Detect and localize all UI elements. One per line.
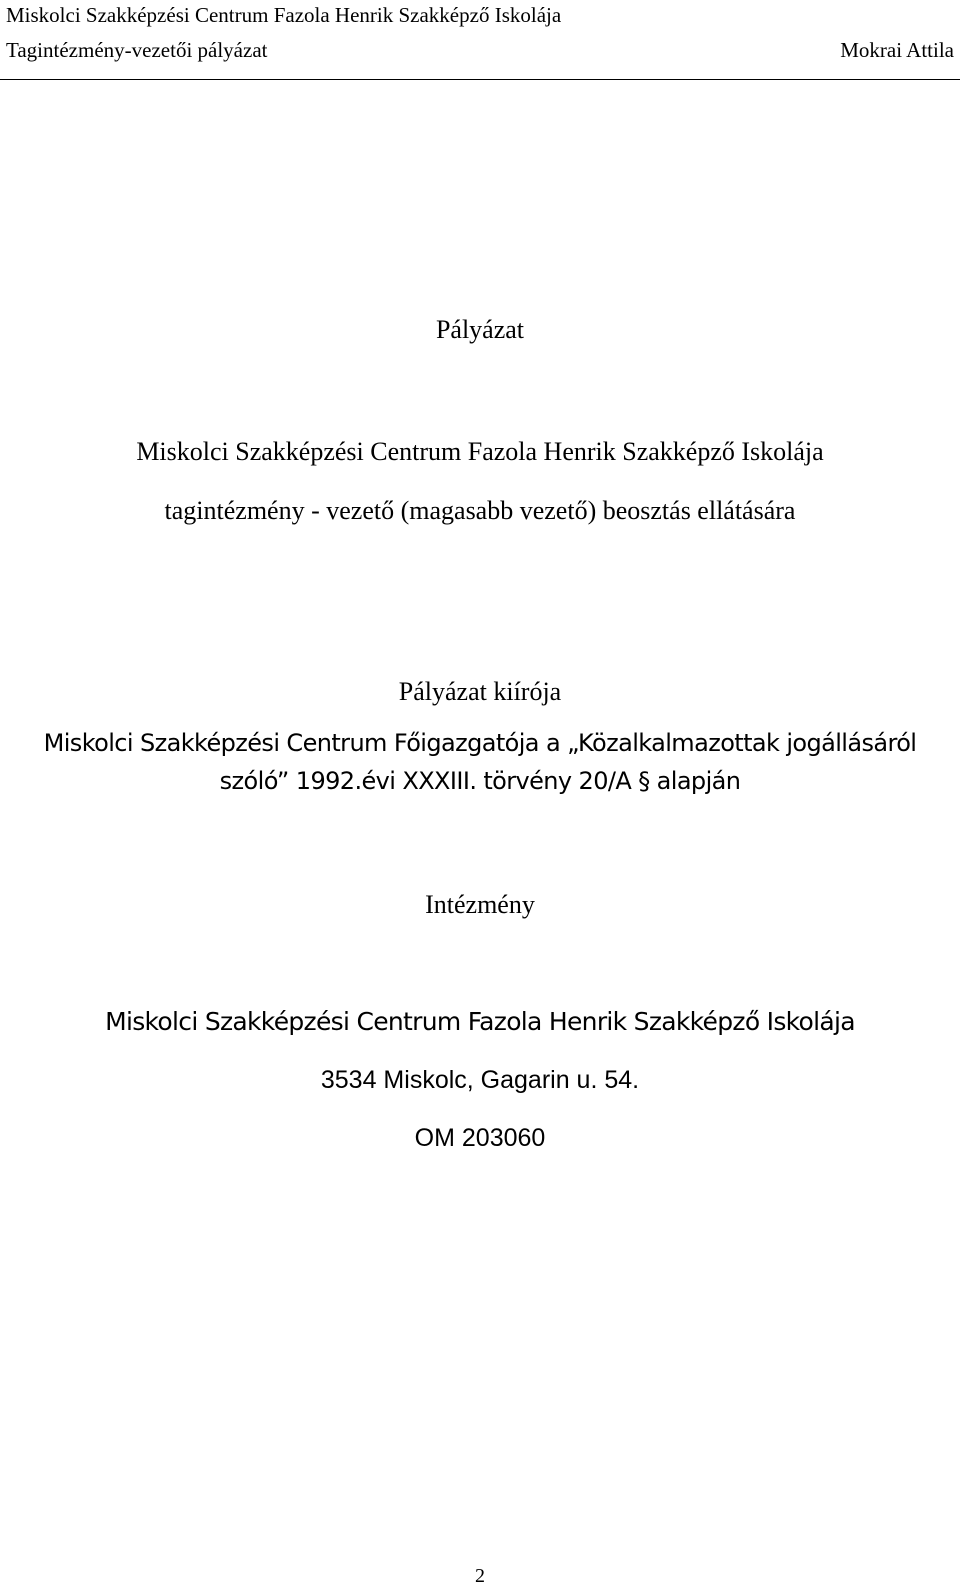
institution-address: 3534 Miskolc, Gagarin u. 54.	[320, 1066, 640, 1094]
header-author: Mokrai Attila	[840, 38, 954, 62]
header-school-name: Miskolci Szakképzési Centrum Fazola Henrik Szakképző Iskolája	[6, 3, 562, 27]
school-name: Miskolci Szakképzési Centrum Fazola Henrik Szakképző Iskolája	[136, 437, 824, 466]
institution-name: Miskolci Szakképzési Centrum Fazola Henrik Szakképző Iskolája	[105, 1007, 855, 1036]
document-title: Pályázat	[435, 315, 525, 344]
om-code: OM 203060	[414, 1124, 546, 1152]
issuer-label: Pályázat kiírója	[398, 677, 562, 706]
page-number: 2	[475, 1565, 485, 1587]
header-document-type: Tagintézmény-vezetői pályázat	[6, 38, 268, 62]
issuer-text-line1: Miskolci Szakképzési Centrum Főigazgatója a „Közalkalmazottak jogállásáról	[43, 729, 917, 757]
position-description: tagintézmény - vezető (magasabb vezető) beosztás ellátására	[164, 496, 796, 525]
institution-label: Intézmény	[425, 890, 535, 919]
issuer-text-line2: szóló” 1992.évi XXXIII. törvény 20/A § alapján	[219, 767, 741, 795]
page-header	[0, 0, 960, 80]
